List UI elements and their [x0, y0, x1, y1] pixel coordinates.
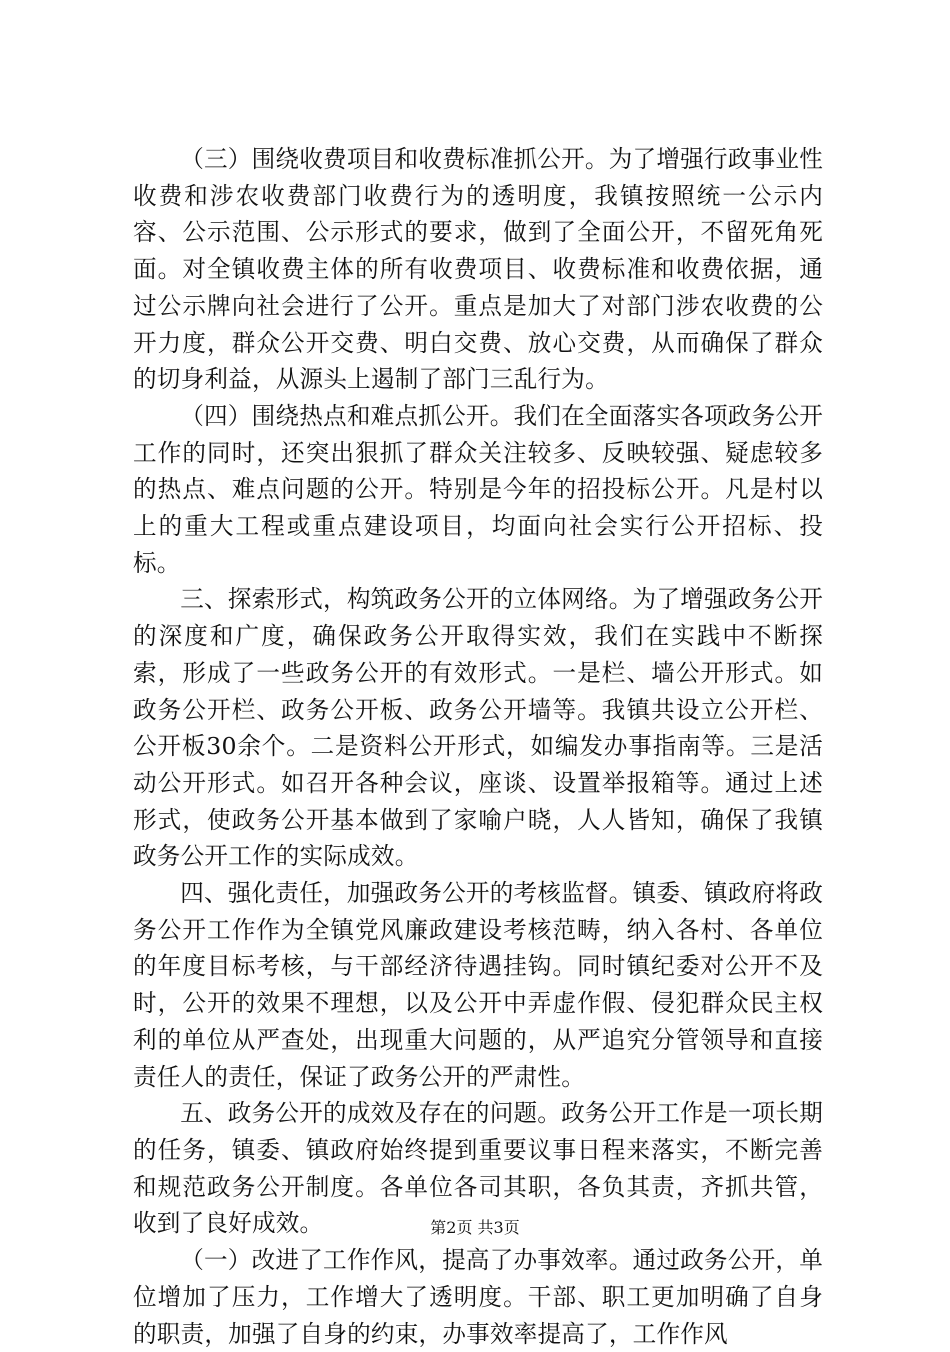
- paragraph-fee-disclosure: （三）围绕收费项目和收费标准抓公开。为了增强行政事业性收费和涉农收费部门收费行为的透明度，我镇按照统一公示内容、公示范围、公示形式的要求，做到了全面公开，不留死角死面。对全镇收费主体的所有收费项目、收费标准和收费依据，通过公示牌向社会进行了公开。重点是加大了对部门涉农收费的公开力度，群众公开交费、明白交费、放心交费，从而确保了群众的切身利益，从源头上遏制了部门三乱行为。: [133, 145, 823, 394]
- document-body: [133, 141, 823, 1352]
- page-number-footer: 第2页 共3页: [430, 1218, 520, 1237]
- paragraph-hotspot-disclosure: （四）围绕热点和难点抓公开。我们在全面落实各项政务公开工作的同时，还突出狠抓了群众关注较多、反映较强、疑虑较多的热点、难点问题的公开。特别是今年的招投标公开。凡是村以上的重大工程或重点建设项目，均面向社会实行公开招标、投标。: [133, 401, 823, 577]
- paragraph-results-and-issues: 五、政务公开的成效及存在的问题。政务公开工作是一项长期的任务，镇委、镇政府始终提到重要议事日程来落实，不断完善和规范政务公开制度。各单位各司其职，各负其责，齐抓共管，收到了良好成效。: [133, 1099, 823, 1238]
- paragraph-responsibility-supervision: 四、强化责任，加强政务公开的考核监督。镇委、镇政府将政务公开工作作为全镇党风廉政建设考核范畴，纳入各村、各单位的年度目标考核，与干部经济待遇挂钩。同时镇纪委对公开不及时，公开的效果不理想，以及公开中弄虚作假、侵犯群众民主权利的单位从严查处，出现重大问题的，从严追究分管领导和直接责任人的责任，保证了政务公开的严肃性。: [133, 879, 823, 1091]
- paragraph-work-style: （一）改进了工作作风，提高了办事效率。通过政务公开，单位增加了压力，工作增大了透明度。干部、职工更加明确了自身的职责，加强了自身的约束，办事效率提高了，工作作风: [133, 1246, 823, 1348]
- paragraph-disclosure-forms: 三、探索形式，构筑政务公开的立体网络。为了增强政务公开的深度和广度，确保政务公开取得实效，我们在实践中不断探索，形成了一些政务公开的有效形式。一是栏、墙公开形式。如政务公开栏、政务公开板、政务公开墙等。我镇共设立公开栏、公开板30余个。二是资料公开形式，如编发办事指南等。三是活动公开形式。如召开各种会议，座谈、设置举报箱等。通过上述形式，使政务公开基本做到了家喻户晓，人人皆知，确保了我镇政务公开工作的实际成效。: [133, 585, 823, 871]
